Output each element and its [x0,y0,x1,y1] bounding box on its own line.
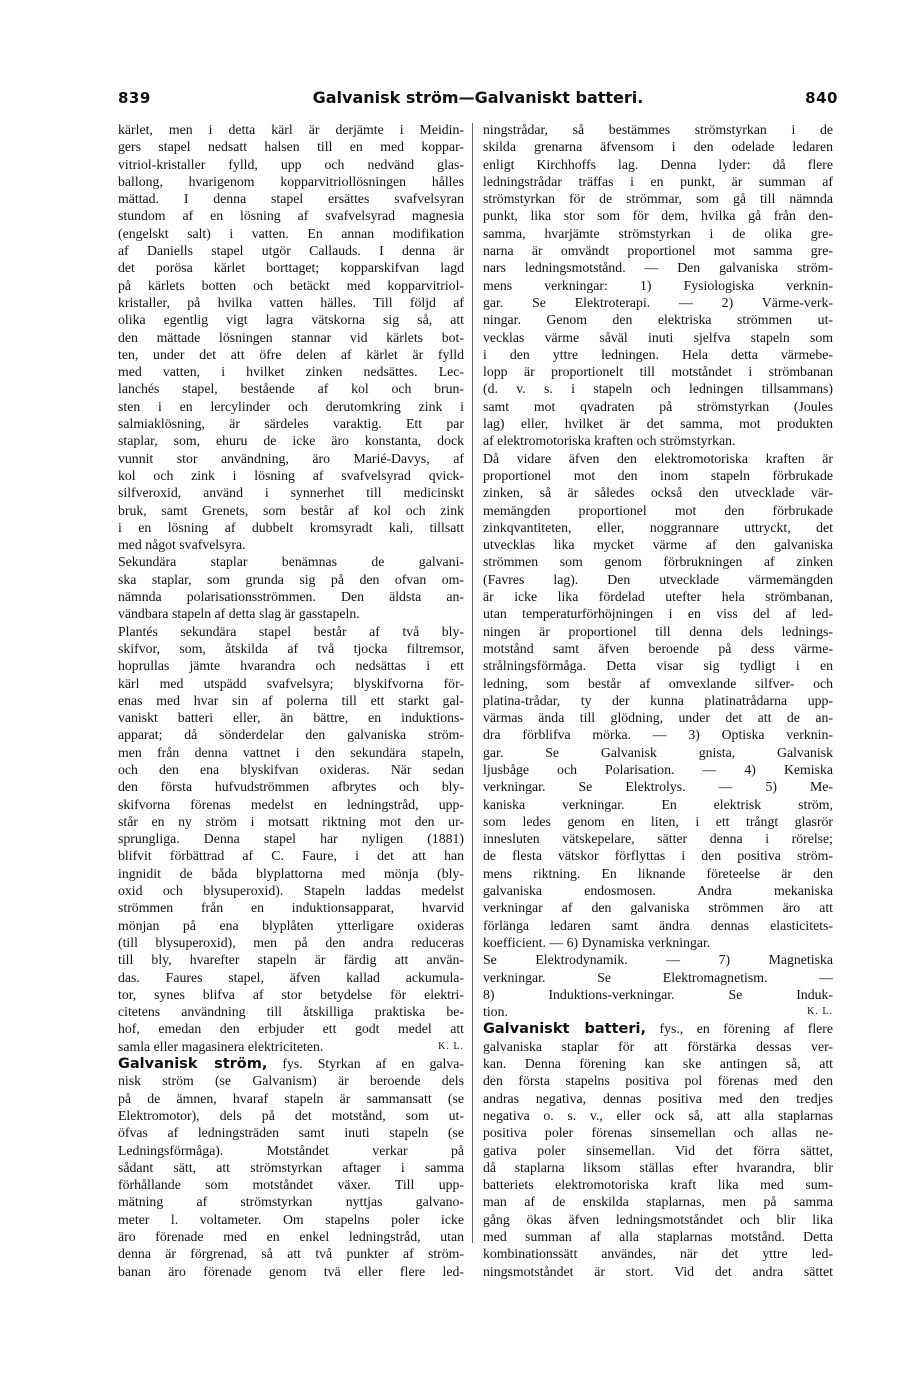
text-line: denna är förgrenad, så att två punkter af ström- [118,1246,464,1262]
text-line: dra förblifva mörka. — 3) Optiska verknin- [483,727,833,743]
text-line: ledningstrådar träffas i en punkt, är summan af [483,173,833,189]
text-line: galvaniska endosmosen. Andra mekaniska [483,883,833,899]
text-line: värmas ända till glödning, under det att de an- [483,710,833,726]
text-line: ten, under det att öfre delen af kärlet är fylld [118,346,464,362]
text-line: kristaller, på hvilka vatten hälles. Till följd af [118,294,464,310]
text-line: ningsmotståndet är stort. Vid det andra sättet [483,1263,833,1279]
text-line: gång ökas äfven ledningsmotståndet och blir lika [483,1211,833,1227]
text-line: af Daniells stapel utgör Callauds. I denna är [118,243,464,259]
text-line: punkt, lika stor som för dem, hvilka gå från den- [483,208,833,224]
text-line: lanchés stapel, bestående af kol och brun- [118,381,464,397]
text-line: i en lösning af dubbelt kromsyradt kali, tillsatt [118,519,464,535]
text-line: då staplarna liksom ställas efter hvarandra, blir [483,1159,833,1175]
text-line: nars ledningsmotstånd. — Den galvaniska ström- [483,260,833,276]
text-line: sprungliga. Denna stapel har nyligen (1881) [118,831,464,847]
text-line: batteriets elektromotoriska kraft lika med sum- [483,1177,833,1193]
author-signature: K. L. [438,1040,464,1052]
text-line: ledning, som består af omvexlande silfver- och [483,675,833,691]
text-line: vändbara stapeln af detta slag är gasstapeln. [118,606,360,622]
text-line: strömmen som genom förbrukningen af zinken [483,554,833,570]
text-line: står en ny ström i motsatt riktning mot den ur- [118,813,464,829]
text-line: blifvit förbättrad af C. Faure, i det att han [118,848,464,864]
right-column [483,121,833,1280]
text-line: meter l. voltameter. Om stapelns poler icke [118,1211,464,1227]
text-line: strömstyrkan för de strömmar, som gå till nämnda [483,191,833,207]
page-number-right: 840 [805,89,838,107]
text-line: och den ena blyskifvan oxideras. När sedan [118,761,464,777]
text-line: citetens användning till åtskilliga praktiska be- [118,1004,464,1020]
text-line: kombinationssätt användes, när det yttre led- [483,1246,833,1262]
text-line: lopp är proportionelt till motståndet i strömbanan [483,364,833,380]
text-line: oxid och blysuperoxid). Stapeln laddas medelst [118,883,464,899]
text-line: verkningar. Se Elektromagnetism. — [483,969,833,985]
text-line: ballong, hvarigenom kopparvitriollösningen hålles [118,173,464,189]
text-line: strömmen från en induktionsapparat, hvarvid [118,900,464,916]
text-line: vitriol-kristaller fylld, upp och nedvänd glas- [118,156,464,172]
page-header [118,88,838,112]
text-line: enas med hvar sin af polerna till ett starkt gal- [118,692,464,708]
text-line: nisk ström (se Galvanism) är beroende dels [118,1073,464,1089]
text-line: 8) Induktions-verkningar. Se Induk- [483,986,833,1002]
text-line: gativa poler sinsemellan. Vid det förra sättet, [483,1142,833,1158]
text-line: memängden proportionel mot den förbrukade [483,502,833,518]
text-line: (Favres lag). Den utvecklade värmemängden [483,571,833,587]
left-column [118,121,464,1280]
text-line: negativa o. s. v., eller ock så, att alla staplarnas [483,1107,833,1123]
text-line: banan äro förenade genom tvä eller flere led- [118,1263,464,1279]
text-line: motstånd samt äfven beroende på dess värme- [483,640,833,656]
text-line: kärlet, men i detta kärl är derjämte i Meidin- [118,122,464,137]
text-line: proportionel mot den inom stapeln förbrukade [483,467,833,483]
text-line: förlänga ledaren samt ändra dennas elasticitets- [483,917,833,933]
text-line: staplar, som, ehuru de icke äro konstanta, dock [118,433,464,449]
text-segment: fys. Styrkan af en galva- [267,1056,464,1072]
text-line: tor, synes blifva af stor betydelse för elektri- [118,986,464,1002]
text-line: Då vidare äfven den elektromotoriska kraften är [483,450,833,466]
text-line: positiva poler förenas sinsemellan och allas ne- [483,1125,833,1141]
text-line: verkningar. Se Elektrolys. — 5) Me- [483,779,833,795]
text-line: ljusbåge och Polarisation. — 4) Kemiska [483,761,833,777]
text-line: (till blysuperoxid), men på den andra reduceras [118,934,464,950]
text-line: sådant sätt, att strömstyrkan aftager i samma [118,1159,464,1175]
text-line: mens verkningar: 1) Fysiologiska verknin- [483,277,833,293]
text-line: gar. Se Galvanisk gnista, Galvanisk [483,744,833,760]
text-line: hof, emedan den erbjuder ett godt medel att [118,1021,464,1037]
text-segment: samla eller magasinera elektriciteten. [118,1038,324,1054]
entry-headword: Galvaniskt batteri, [483,1021,646,1038]
entry-first-line [118,1055,464,1072]
entry-headword: Galvanisk ström, [118,1056,268,1073]
text-line: äro förenade med en enkel ledningstråd, utan [118,1229,464,1244]
text-line: Ledningsförmåga). Motståndet verkar på [118,1142,464,1158]
text-line: Sekundära staplar benämnas de galvani- [118,554,464,570]
text-line: förhållande som motståndet växer. Till upp- [118,1177,464,1193]
text-line: på de ämnen, hvaraf stapeln är sammansatt (se [118,1090,464,1106]
text-line: ningen är proportionel till denna dels lednings- [483,623,833,639]
text-line: man af de enskilda staplarnas, men på samma [483,1194,833,1210]
entry-first-line [483,1020,833,1037]
text-line: mätning af strömstyrkan nyttjas galvano- [118,1194,464,1210]
text-line: med vatten, i hvilket zinken nedsättes. Lec- [118,364,464,380]
text-line: ingnidit de båda blyplattorna med mönja (bly- [118,865,464,881]
text-line: öfvas af ledningsträden samt inuti stapeln (se [118,1125,464,1141]
text-line: zinken, så är således också den utvecklade vär- [483,485,833,501]
text-line: lag) eller, hvilket är det samma, mot produkten [483,416,833,432]
text-line: den första stapelns positiva pol förenas med den [483,1073,833,1089]
text-line: vaniskt batteri eller, än bättre, en induktions- [118,710,464,726]
text-line: ska staplar, som grunda sig på den ofvan om- [118,571,464,587]
text-line: med något svafvelsyra. [118,537,246,553]
text-line: den mättade lösningen stannar vid kärlets bot- [118,329,464,345]
text-line: mättad. I denna stapel ersättes svafvelsyran [118,191,464,207]
text-line [483,1003,833,1020]
text-line: olika egentlig vigt lagra vätskorna sig så, att [118,312,464,328]
text-line: apparat; då sönderdelar den galvaniska ström- [118,727,464,743]
text-line: på kärlets botten och betäckt med kopparvitriol- [118,277,464,293]
text-line: ningar. Genom den elektriska strömmen ut- [483,312,833,328]
text-line: skilda grenarna äfvensom i den odelade ledaren [483,139,833,155]
text-segment: fys., en förening af flere [645,1021,833,1037]
text-line: som ledes genom en liten, i ett trångt glasrör [483,813,833,829]
text-line: koefficient. — 6) Dynamiska verkningar. [483,934,711,950]
text-line: stundom af en lösning af svafvelsyrad magnesia [118,208,464,224]
text-line: är icke lika fördelad utefter hela strömbanan, [483,589,833,605]
text-line: zinkqvantiteten, eller, noggrannare uttryckt, det [483,519,833,535]
text-line: hoprullas jämte hvarandra och nedsättas i ett [118,658,464,674]
text-line: narna är omvändt proportionel mot samma gre- [483,243,833,259]
author-signature: K. L. [807,1006,833,1018]
text-line: men från denna vattnet i den sekundära stapeln, [118,744,464,760]
text-line: ningstrådar, så bestämmes strömstyrkan i de [483,122,833,137]
text-line: bruk, samt Grenets, som består af kol och zink [118,502,464,518]
text-line: samt mot qvadraten på strömstyrkan (Joules [483,398,833,414]
text-line: mens riktning. En liknande företeelse är den [483,865,833,881]
text-line [118,1038,464,1055]
column-divider [472,123,473,1243]
text-line: andras negativa, dennas positiva med den tredjes [483,1090,833,1106]
text-line: det porösa kärlet borttaget; kopparskifvan lagd [118,260,464,276]
text-line: das. Faures stapel, äfven kallad ackumula- [118,969,464,985]
text-line: utan temperaturförhöjningen i en viss del af led- [483,606,833,622]
text-line: kol och zink i lösning af svafvelsyrad qvick- [118,467,464,483]
text-line: kärl med utspädd svafvelsyra; blyskifvorna för- [118,675,464,691]
text-line: mönjan på ena blyplåten ytterligare oxideras [118,917,464,933]
text-line: med summan af alla staplarnas motstånd. Detta [483,1229,833,1244]
text-line: platina-trådar, ty der kunna platinatrådarna upp- [483,692,833,708]
text-line: i den yttre ledningen. Hela detta värmebe- [483,346,833,362]
text-line: till bly, hvarefter stapeln är färdig att använ- [118,952,464,968]
text-line: strålningsförmåga. Detta visar sig tydligt i en [483,658,833,674]
text-line: gar. Se Elektroterapi. — 2) Värme-verk- [483,294,833,310]
text-line: de flesta vätskor förflyttas i den positiva ström- [483,848,833,864]
running-title: Galvanisk ström—Galvaniskt batteri. [312,88,644,107]
text-line: Elektromotor), dels på det motstånd, som ut- [118,1107,464,1123]
text-segment: tion. [483,1004,508,1020]
text-line: galvaniska staplar för att förstärka dessas ver- [483,1038,833,1054]
text-line: gers stapel nedsatt halsen till en med koppar- [118,139,464,155]
text-line: nämnda polarisationsströmmen. Den äldsta an- [118,589,464,605]
text-line: kan. Denna förening kan ske antingen så, att [483,1056,833,1072]
text-line: (engelskt salt) i vatten. En annan modifikation [118,225,464,241]
text-line: af elektromotoriska kraften och strömstyrkan. [483,433,736,449]
text-line: sten i en lercylinder och derutomkring zink i [118,398,464,414]
text-line: vunnit stor användning, äro Marié-Davys, af [118,450,464,466]
text-line: Plantés sekundära stapel består af två bly- [118,623,464,639]
page-number-left: 839 [118,89,151,107]
text-line: samma, hvarjämte strömstyrkan i de olika gre- [483,225,833,241]
text-line: Se Elektrodynamik. — 7) Magnetiska [483,952,833,968]
text-line: utvecklas lika mycket värme af den galvaniska [483,537,833,553]
text-line: den första hufvudströmmen afbrytes och bly- [118,779,464,795]
text-line: innesluten vätskepelare, sätter denna i rörelse; [483,831,833,847]
text-line: enligt Kirchhoffs lag. Denna lyder: då flere [483,156,833,172]
text-line: skifvor, som, åtskilda af två tjocka filtremsor, [118,640,464,656]
text-line: verkningar af den galvaniska strömmen äro att [483,900,833,916]
text-line: kaniska verkningar. En elektrisk ström, [483,796,833,812]
text-line: (d. v. s. i stapeln och ledningen tillsammans) [483,381,833,397]
text-line: skifvorna förenas medelst en ledningstråd, upp- [118,796,464,812]
text-line: vecklas värme såväl inuti sjelfva stapeln som [483,329,833,345]
text-line: silfveroxid, använd i synnerhet till medicinskt [118,485,464,501]
text-line: salmiaklösning, är särdeles varaktig. Ett par [118,416,464,432]
